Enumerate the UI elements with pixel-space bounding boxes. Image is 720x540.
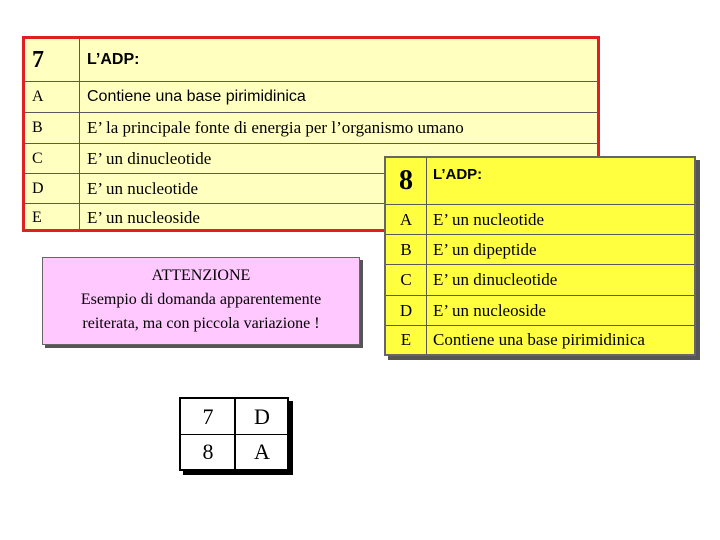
answer-key-table: [179, 397, 289, 471]
option-letter: E: [400, 330, 412, 349]
question-8-stem: L’ADP:: [433, 166, 483, 183]
answer-key-answer: D: [254, 403, 270, 429]
column-divider: [426, 158, 427, 354]
question-8-option-e: [386, 325, 694, 354]
option-text: E’ un dinucleotide: [433, 270, 558, 289]
question-8-option-c: [386, 264, 694, 295]
question-8-option-b: [386, 234, 694, 264]
note-line-1: Esempio di domanda apparentemente: [80, 291, 322, 308]
answer-key-answer: A: [254, 438, 270, 464]
attention-note: [42, 257, 360, 345]
question-7-option-a: [25, 81, 597, 112]
question-7-number: 7: [32, 46, 44, 73]
question-7-option-b: [25, 112, 597, 143]
question-8-number: 8: [399, 165, 413, 196]
option-letter: A: [399, 209, 413, 229]
option-text: E’ un nucleotide: [87, 178, 199, 198]
option-letter: D: [399, 300, 413, 320]
option-text: Contiene una base pirimidinica: [433, 330, 645, 349]
question-7-stem: L’ADP:: [87, 51, 140, 68]
question-8-option-a: [386, 204, 694, 234]
question-8-option-d: [386, 295, 694, 325]
option-text: E’ un nucleotide: [433, 209, 545, 229]
answer-key-question: 7: [202, 403, 214, 429]
option-letter: B: [400, 239, 412, 259]
option-letter: D: [32, 179, 44, 197]
note-title: ATTENZIONE: [151, 267, 251, 284]
note-line-2: reiterata, ma con piccola variazione !: [82, 315, 320, 332]
option-text: E’ la principale fonte di energia per l’organismo umano: [87, 118, 464, 137]
option-text: E’ un dipeptide: [433, 239, 537, 259]
question-7-header-row: [25, 39, 597, 81]
question-8-table: [384, 156, 696, 356]
option-letter: C: [32, 149, 43, 167]
answer-key-question: 8: [202, 438, 214, 464]
row-divider: [181, 434, 287, 435]
option-letter: A: [32, 88, 44, 105]
option-letter: C: [400, 270, 412, 289]
option-text: E’ un dinucleotide: [87, 148, 212, 168]
option-letter: B: [32, 119, 43, 136]
option-text: E’ un nucleoside: [87, 208, 200, 227]
option-letter: E: [32, 209, 42, 226]
question-8-header-row: [386, 158, 694, 204]
option-text: Contiene una base pirimidinica: [87, 88, 306, 105]
column-divider: [79, 39, 80, 229]
option-text: E’ un nucleoside: [433, 300, 546, 320]
